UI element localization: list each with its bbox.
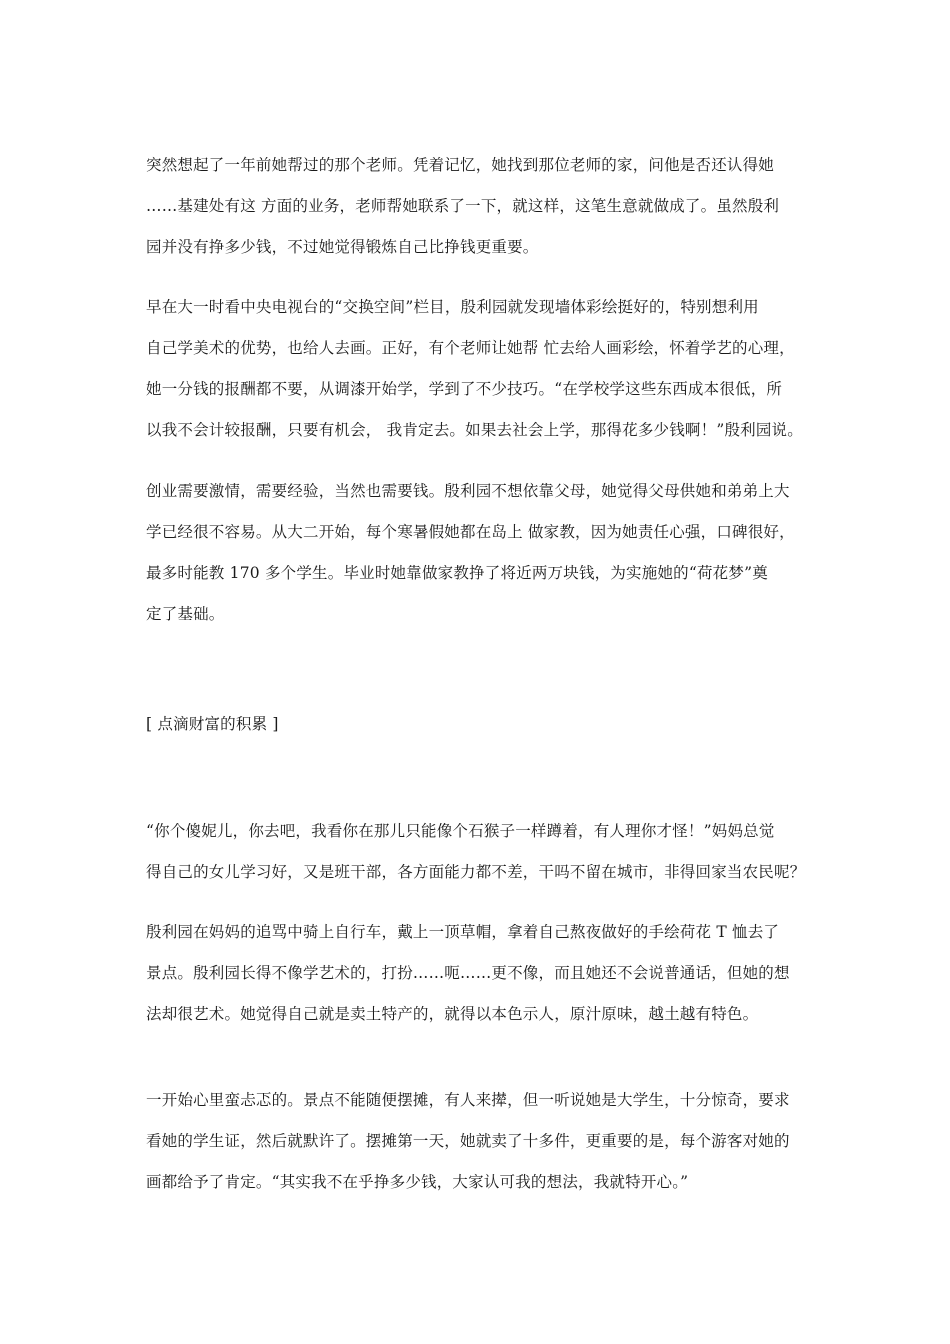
paragraph-1-line-1: 突然想起了一年前她帮过的那个老师。凭着记忆，她找到那位老师的家，问他是否还认得她 xyxy=(146,156,775,174)
paragraph-2-line-1: 早在大一时看中央电视台的“交换空间”栏目，殷利园就发现墙体彩绘挺好的，特别想利用 xyxy=(146,298,759,316)
section-heading: [ 点滴财富的积累 ] xyxy=(146,715,279,733)
paragraph-5-line-1: “你个傻妮儿，你去吧，我看你在那儿只能像个石猴子一样蹲着，有人理你才怪！”妈妈总觉 xyxy=(146,822,775,840)
paragraph-3-line-3: 最多时能教 170 多个学生。毕业时她靠做家教挣了将近两万块钱，为实施她的“荷花梦”奠 xyxy=(146,564,768,582)
paragraph-2-line-2: 自己学美术的优势，也给人去画。正好，有个老师让她帮 忙去给人画彩绘，怀着学艺的心理， xyxy=(146,339,795,357)
paragraph-1-line-2: ……基建处有这 方面的业务，老师帮她联系了一下，就这样，这笔生意就做成了。虽然殷利 xyxy=(146,197,780,215)
paragraph-7-line-2: 看她的学生证，然后就默许了。摆摊第一天，她就卖了十多件，更重要的是，每个游客对她的 xyxy=(146,1132,790,1150)
paragraph-2-line-4: 以我不会计较报酬，只要有机会， 我肯定去。如果去社会上学，那得花多少钱啊！”殷利园说。 xyxy=(146,421,803,439)
paragraph-6-line-1: 殷利园在妈妈的追骂中骑上自行车，戴上一顶草帽，拿着自己熬夜做好的手绘荷花 T 恤去了 xyxy=(146,923,780,941)
paragraph-2-line-3: 她一分钱的报酬都不要，从调漆开始学，学到了不少技巧。“在学校学这些东西成本很低，所 xyxy=(146,380,783,398)
paragraph-3-line-1: 创业需要激情，需要经验，当然也需要钱。殷利园不想依靠父母，她觉得父母供她和弟弟上大 xyxy=(146,482,790,500)
paragraph-5-line-2: 得自己的女儿学习好，又是班干部，各方面能力都不差，干吗不留在城市，非得回家当农民呢？ xyxy=(146,863,806,881)
paragraph-6-line-2: 景点。殷利园长得不像学艺术的，打扮……呃……更不像，而且她还不会说普通话，但她的想 xyxy=(146,964,790,982)
paragraph-6-line-3: 法却很艺术。她觉得自己就是卖土特产的，就得以本色示人，原汁原味，越土越有特色。 xyxy=(146,1005,759,1023)
paragraph-7-line-3: 画都给予了肯定。“其实我不在乎挣多少钱，大家认可我的想法，我就特开心。” xyxy=(146,1173,689,1191)
paragraph-3-line-2: 学已经很不容易。从大二开始，每个寒暑假她都在岛上 做家教，因为她责任心强，口碑很好， xyxy=(146,523,795,541)
paragraph-3-line-4: 定了基础。 xyxy=(146,605,225,623)
paragraph-1-line-3: 园并没有挣多少钱，不过她觉得锻炼自己比挣钱更重要。 xyxy=(146,238,539,256)
paragraph-7-line-1: 一开始心里蛮忐忑的。景点不能随便摆摊，有人来撵，但一听说她是大学生，十分惊奇，要求 xyxy=(146,1091,790,1109)
